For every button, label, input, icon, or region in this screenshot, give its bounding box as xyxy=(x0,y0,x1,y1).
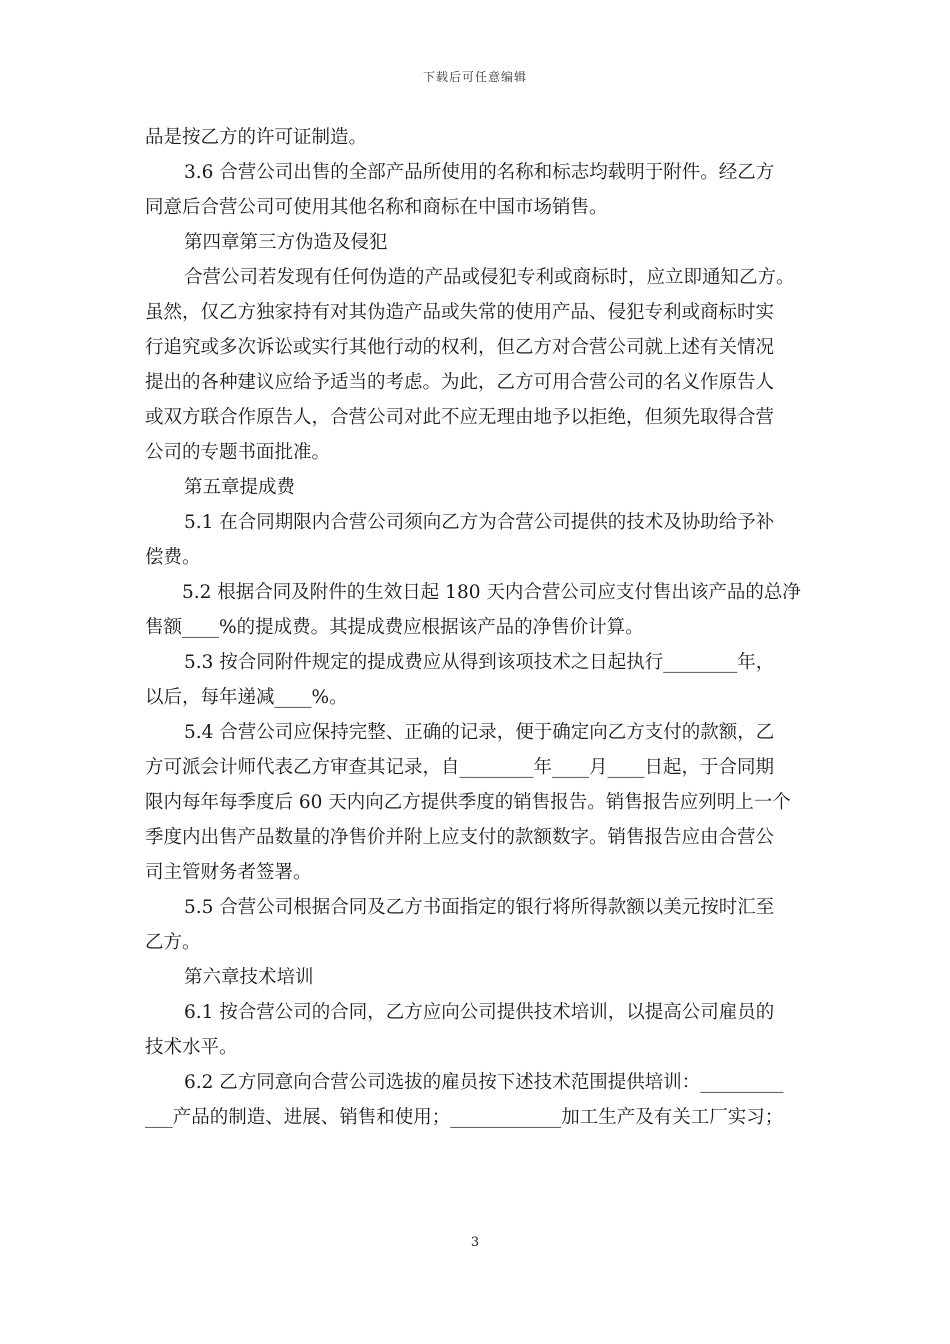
text-line: 方可派会计师代表乙方审查其记录，自________年____月____日起，于合同期 xyxy=(145,757,775,778)
text-line: 虽然，仅乙方独家持有对其伪造产品或失常的使用产品、侵犯专利或商标时实 xyxy=(145,302,775,323)
clause-6-1: 6.1 按合营公司的合同，乙方应向公司提供技术培训，以提高公司雇员的 xyxy=(184,1002,775,1023)
text-line: 限内每年每季度后 60 天内向乙方提供季度的销售报告。销售报告应列明上一个 xyxy=(145,792,791,813)
page-header: 下载后可任意编辑 xyxy=(422,70,527,84)
page-number: 3 xyxy=(470,1235,480,1250)
clause-5-3: 5.3 按合同附件规定的提成费应从得到该项技术之日起执行________年， xyxy=(184,652,775,673)
chapter-5-heading: 第五章提成费 xyxy=(184,477,296,498)
text-line: 偿费。 xyxy=(145,547,201,568)
text-line: 或双方联合作原告人，合营公司对此不应无理由地予以拒绝，但须先取得合营 xyxy=(145,407,775,428)
text-line: ___产品的制造、进展、销售和使用；____________加工生产及有关工厂实习； xyxy=(145,1107,784,1128)
clause-6-2: 6.2 乙方同意向合营公司选拔的雇员按下述技术范围提供培训：_________ xyxy=(184,1072,784,1093)
text-line: 售额____%的提成费。其提成费应根据该产品的净售价计算。 xyxy=(145,617,644,638)
text-line: 乙方。 xyxy=(145,932,201,953)
clause-5-4: 5.4 合营公司应保持完整、正确的记录，便于确定向乙方支付的款额，乙 xyxy=(184,722,775,743)
text-line: 行追究或多次诉讼或实行其他行动的权利，但乙方对合营公司就上述有关情况 xyxy=(145,337,775,358)
text-line: 公司的专题书面批准。 xyxy=(145,442,331,463)
paragraph-start: 合营公司若发现有任何伪造的产品或侵犯专利或商标时，应立即通知乙方。 xyxy=(184,267,795,288)
clause-3-6: 3.6 合营公司出售的全部产品所使用的名称和标志均载明于附件。经乙方 xyxy=(184,162,775,183)
text-line: 以后，每年递减____%。 xyxy=(145,687,348,708)
clause-5-2: 5.2 根据合同及附件的生效日起 180 天内合营公司应支付售出该产品的总净 xyxy=(182,582,801,603)
text-line: 技术水平。 xyxy=(145,1037,238,1058)
text-line: 同意后合营公司可使用其他名称和商标在中国市场销售。 xyxy=(145,197,608,218)
chapter-4-heading: 第四章第三方伪造及侵犯 xyxy=(184,232,388,253)
clause-5-5: 5.5 合营公司根据合同及乙方书面指定的银行将所得款额以美元按时汇至 xyxy=(184,897,775,918)
clause-5-1: 5.1 在合同期限内合营公司须向乙方为合营公司提供的技术及协助给予补 xyxy=(184,512,775,533)
document-body xyxy=(145,120,810,1135)
text-line: 提出的各种建议应给予适当的考虑。为此，乙方可用合营公司的名义作原告人 xyxy=(145,372,775,393)
chapter-6-heading: 第六章技术培训 xyxy=(184,967,314,988)
text-line: 季度内出售产品数量的净售价并附上应支付的款额数字。销售报告应由合营公 xyxy=(145,827,775,848)
text-line: 司主管财务者签署。 xyxy=(145,862,312,883)
text-line: 品是按乙方的许可证制造。 xyxy=(145,127,368,148)
